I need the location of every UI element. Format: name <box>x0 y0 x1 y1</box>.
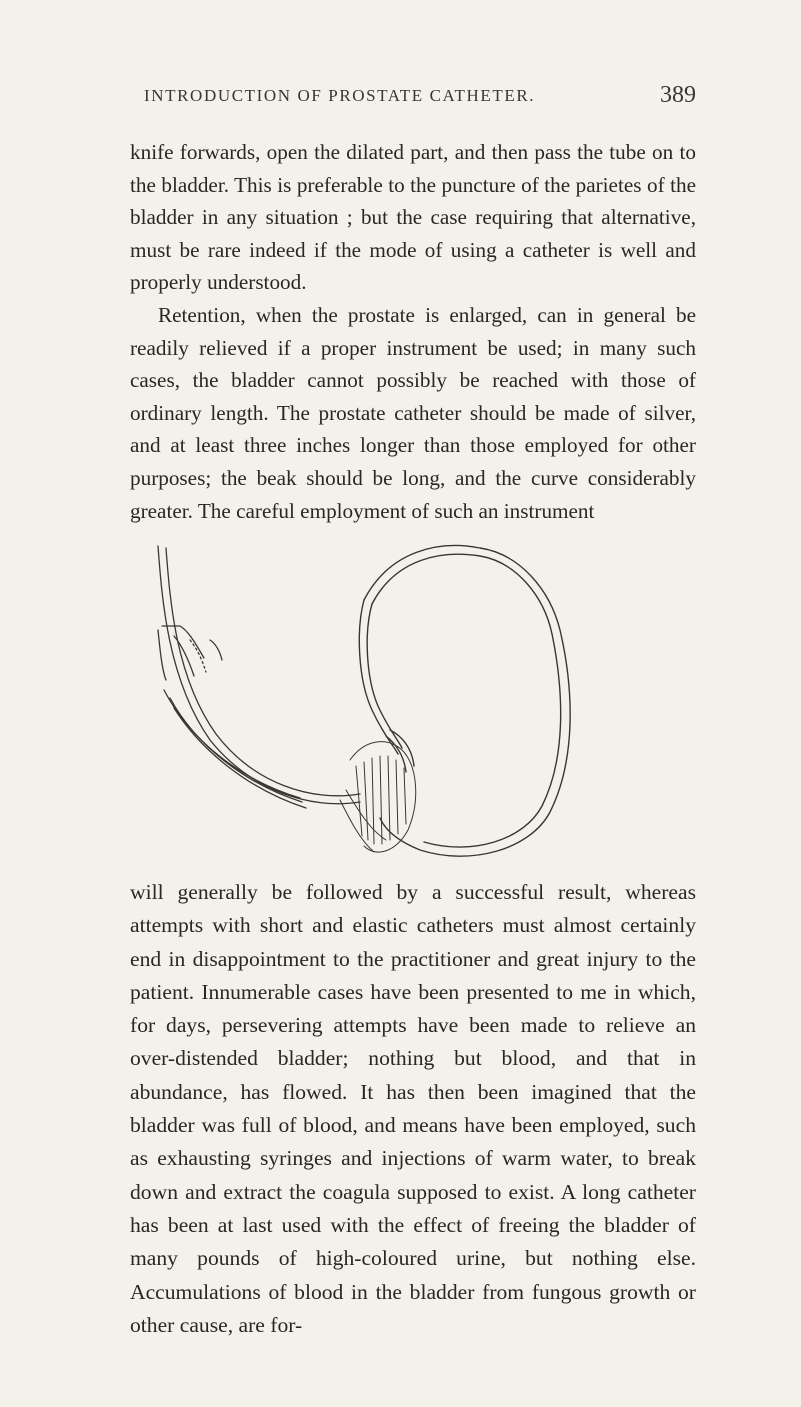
catheter-curve-illustration-icon <box>150 540 610 870</box>
body-text-bottom <box>130 876 696 1342</box>
catheter-figure <box>150 540 610 870</box>
long-catheter-drawing <box>359 546 570 857</box>
short-catheter-drawing <box>158 546 360 808</box>
running-head <box>130 82 696 116</box>
paragraph: will generally be followed by a successful result, whereas attempts with short and elastic catheters must almost certainly end in disappointment to the practitioner and great injury to the patient. Innumerable cases have been presented to me in which, for days, persevering attempts have been made to relieve an over-distended bladder; nothing but blood, and that in abundance, has flowed. It has then been imagined that the bladder was full of blood, and means have been employed, such as exhausting syringes and injections of warm water, to break down and extract the coagula supposed to exist. A long catheter has been at last used with the effect of freeing the bladder of many pounds of high-coloured urine, but nothing else. Accumulations of blood in the bladder from fungous growth or other cause, are for- <box>130 880 696 1337</box>
prostate-hatching <box>340 742 416 852</box>
body-text-top <box>130 136 696 527</box>
page-number: 389 <box>660 82 696 108</box>
running-title: INTRODUCTION OF PROSTATE CATHETER. <box>144 86 536 105</box>
paragraph: knife forwards, open the dilated part, and then pass the tube on to the bladder. This is preferable to the puncture of the parietes of the bladder in any situation ; but the case requiring that alternative, must be rare indeed if the mode of using a catheter is well and properly understood. <box>130 140 696 295</box>
paragraph: Retention, when the prostate is enlarged, can in general be readily relieved if a proper instrument be used; in many such cases, the bladder cannot possibly be reached with those of ordinary length. The prostate catheter should be made of silver, and at least three inches longer than those employed for other purposes; the beak should be long, and the curve considerably greater. The careful employment of such an instrument <box>130 302 696 523</box>
